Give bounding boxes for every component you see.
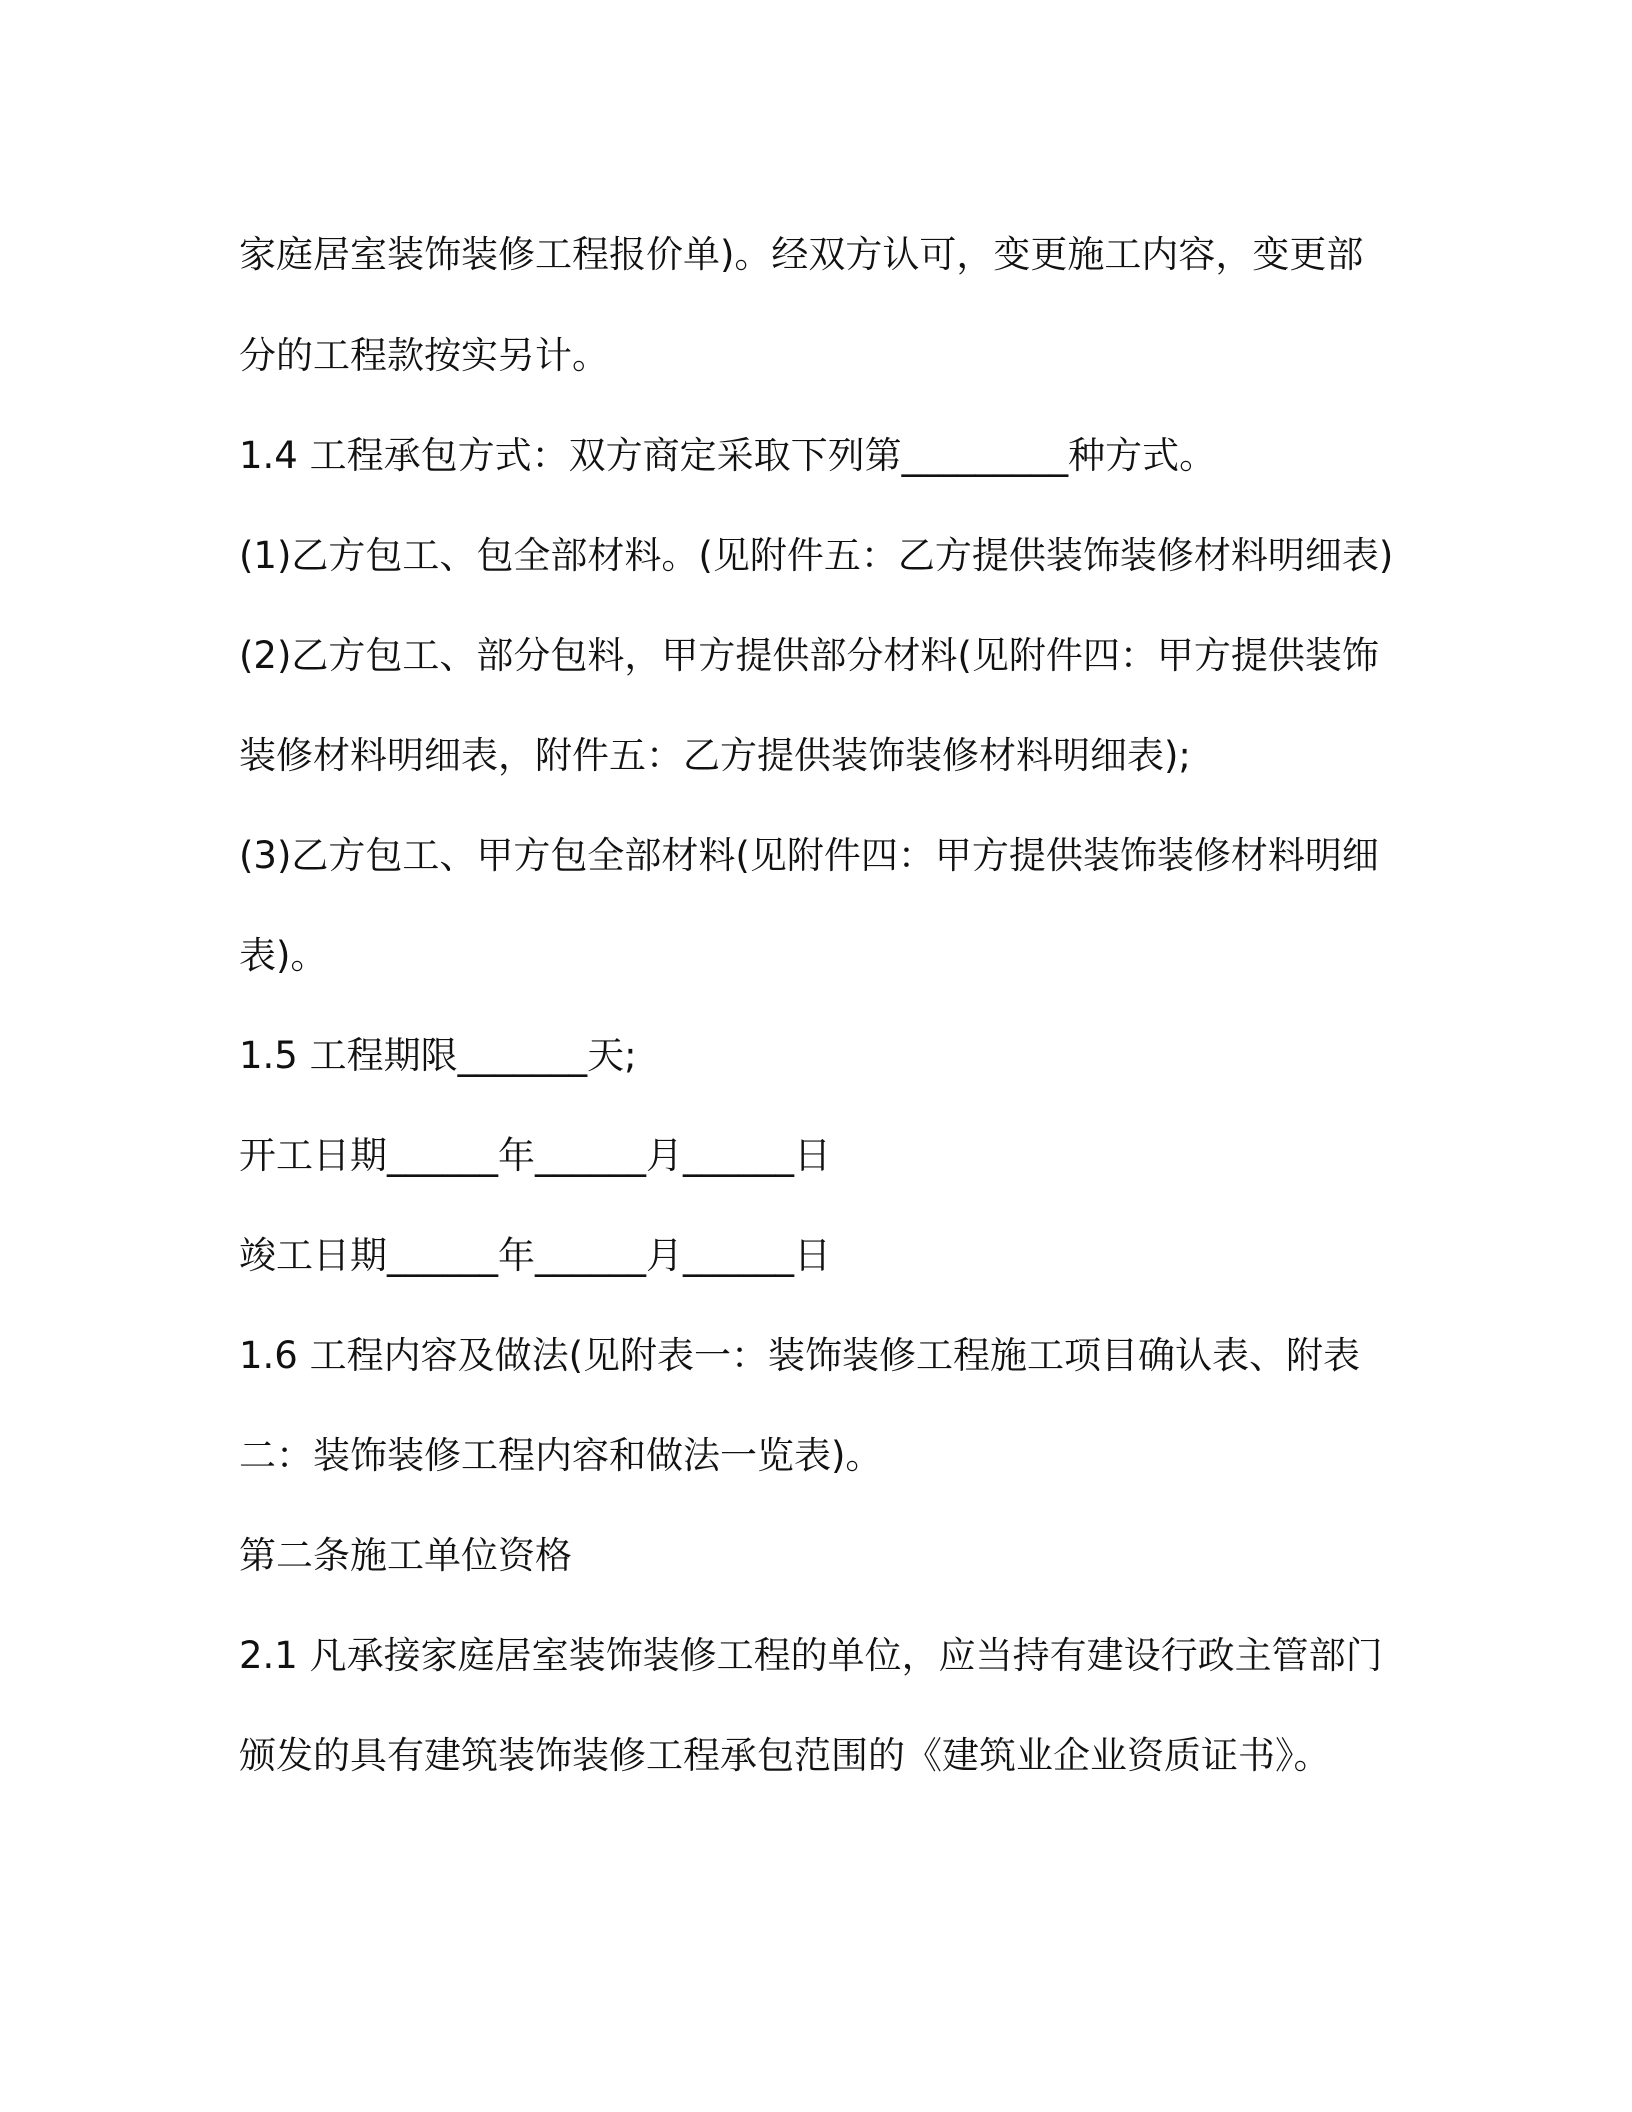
clause-1-6: 1.6 工程内容及做法(见附表一：装饰装修工程施工项目确认表、附表 — [239, 1334, 1361, 1377]
text-line: 颁发的具有建筑装饰装修工程承包范围的《建筑业企业资质证书》。 — [239, 1734, 1331, 1777]
option-2: (2)乙方包工、部分包料，甲方提供部分材料(见附件四：甲方提供装饰 — [239, 634, 1379, 677]
text-line: 装修材料明细表，附件五：乙方提供装饰装修材料明细表); — [239, 734, 1191, 777]
text-line: 二：装饰装修工程内容和做法一览表)。 — [239, 1434, 883, 1477]
option-3: (3)乙方包工、甲方包全部材料(见附件四：甲方提供装饰装修材料明细 — [239, 834, 1379, 877]
text-line: 表)。 — [239, 934, 328, 977]
clause-1-4: 1.4 工程承包方式：双方商定采取下列第_________种方式。 — [239, 434, 1217, 477]
clause-1-5: 1.5 工程期限_______天; — [239, 1034, 637, 1077]
text-line: 家庭居室装饰装修工程报价单)。经双方认可，变更施工内容，变更部 — [239, 233, 1364, 276]
option-1: (1)乙方包工、包全部材料。(见附件五：乙方提供装饰装修材料明细表) — [239, 534, 1394, 577]
section-heading-article-2: 第二条施工单位资格 — [239, 1534, 572, 1577]
clause-2-1: 2.1 凡承接家庭居室装饰装修工程的单位，应当持有建设行政主管部门 — [239, 1634, 1383, 1677]
completion-date-line: 竣工日期______年______月______日 — [239, 1234, 831, 1277]
text-line: 分的工程款按实另计。 — [239, 334, 609, 377]
start-date-line: 开工日期______年______月______日 — [239, 1134, 831, 1177]
